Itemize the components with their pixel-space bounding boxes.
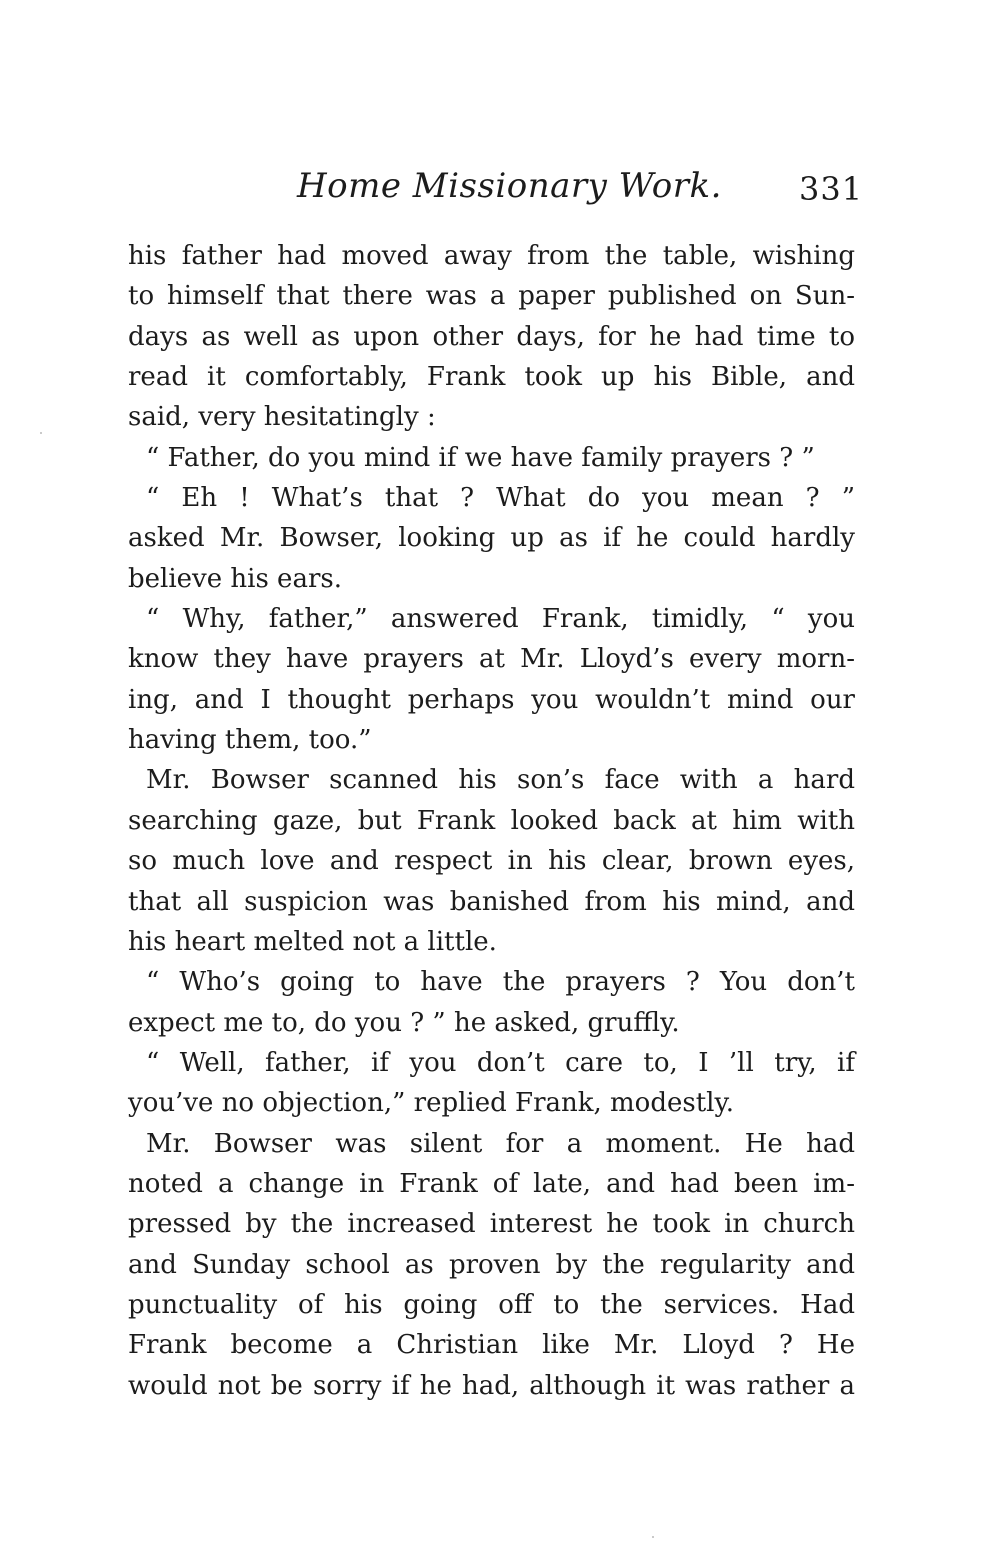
text-line: noted a change in Frank of late, and had been im- [128, 1168, 855, 1199]
text-line: having them, too.” [128, 725, 372, 756]
text-line: Mr. Bowser scanned his son’s face with a hard [146, 765, 855, 796]
text-line: “ Who’s going to have the prayers ? You don’t [146, 967, 855, 998]
text-line: pressed by the increased interest he took in church [128, 1209, 855, 1240]
running-title: Home Missionary Work. [297, 166, 722, 206]
text-line: days as well as upon other days, for he had time to [128, 321, 855, 352]
text-line: ing, and I thought perhaps you wouldn’t mind our [128, 684, 855, 715]
text-line: read it comfortably, Frank took up his Bible, and [128, 362, 855, 393]
text-line: “ Eh ! What’s that ? What do you mean ? ” [146, 483, 855, 514]
paper-speck [652, 1536, 654, 1538]
text-line: Mr. Bowser was silent for a moment. He had [146, 1128, 855, 1159]
text-line: Frank become a Christian like Mr. Lloyd ? He [128, 1330, 855, 1361]
text-line: said, very hesitatingly : [128, 402, 436, 433]
text-line: “ Well, father, if you don’t care to, I ’ll try, if [146, 1047, 855, 1078]
text-line: know they have prayers at Mr. Lloyd’s every morn- [128, 644, 855, 675]
text-line: “ Father, do you mind if we have family prayers ? ” [146, 442, 815, 473]
text-line: his heart melted not a little. [128, 926, 497, 957]
text-line: punctuality of his going off to the services. Had [128, 1289, 855, 1320]
page-number: 331 [799, 170, 864, 208]
text-line: would not be sorry if he had, although it was rather a [128, 1370, 855, 1401]
text-line: that all suspicion was banished from his mind, and [128, 886, 855, 917]
text-line: so much love and respect in his clear, brown eyes, [128, 846, 855, 877]
text-line: to himself that there was a paper published on Sun- [128, 281, 855, 312]
text-line: “ Why, father,” answered Frank, timidly, “ you [146, 604, 855, 635]
text-line: his father had moved away from the table, wishing [128, 241, 855, 271]
text-line: asked Mr. Bowser, looking up as if he could hardly [128, 523, 855, 554]
text-line: searching gaze, but Frank looked back at him with [128, 805, 855, 836]
page-header [0, 160, 1000, 220]
text-line: expect me to, do you ? ” he asked, gruffly. [128, 1007, 680, 1038]
text-line: believe his ears. [128, 563, 342, 594]
body-text [128, 236, 855, 1406]
text-line: and Sunday school as proven by the regularity and [128, 1249, 855, 1280]
paper-speck [40, 432, 42, 434]
text-line: you’ve no objection,” replied Frank, modestly. [128, 1088, 734, 1119]
